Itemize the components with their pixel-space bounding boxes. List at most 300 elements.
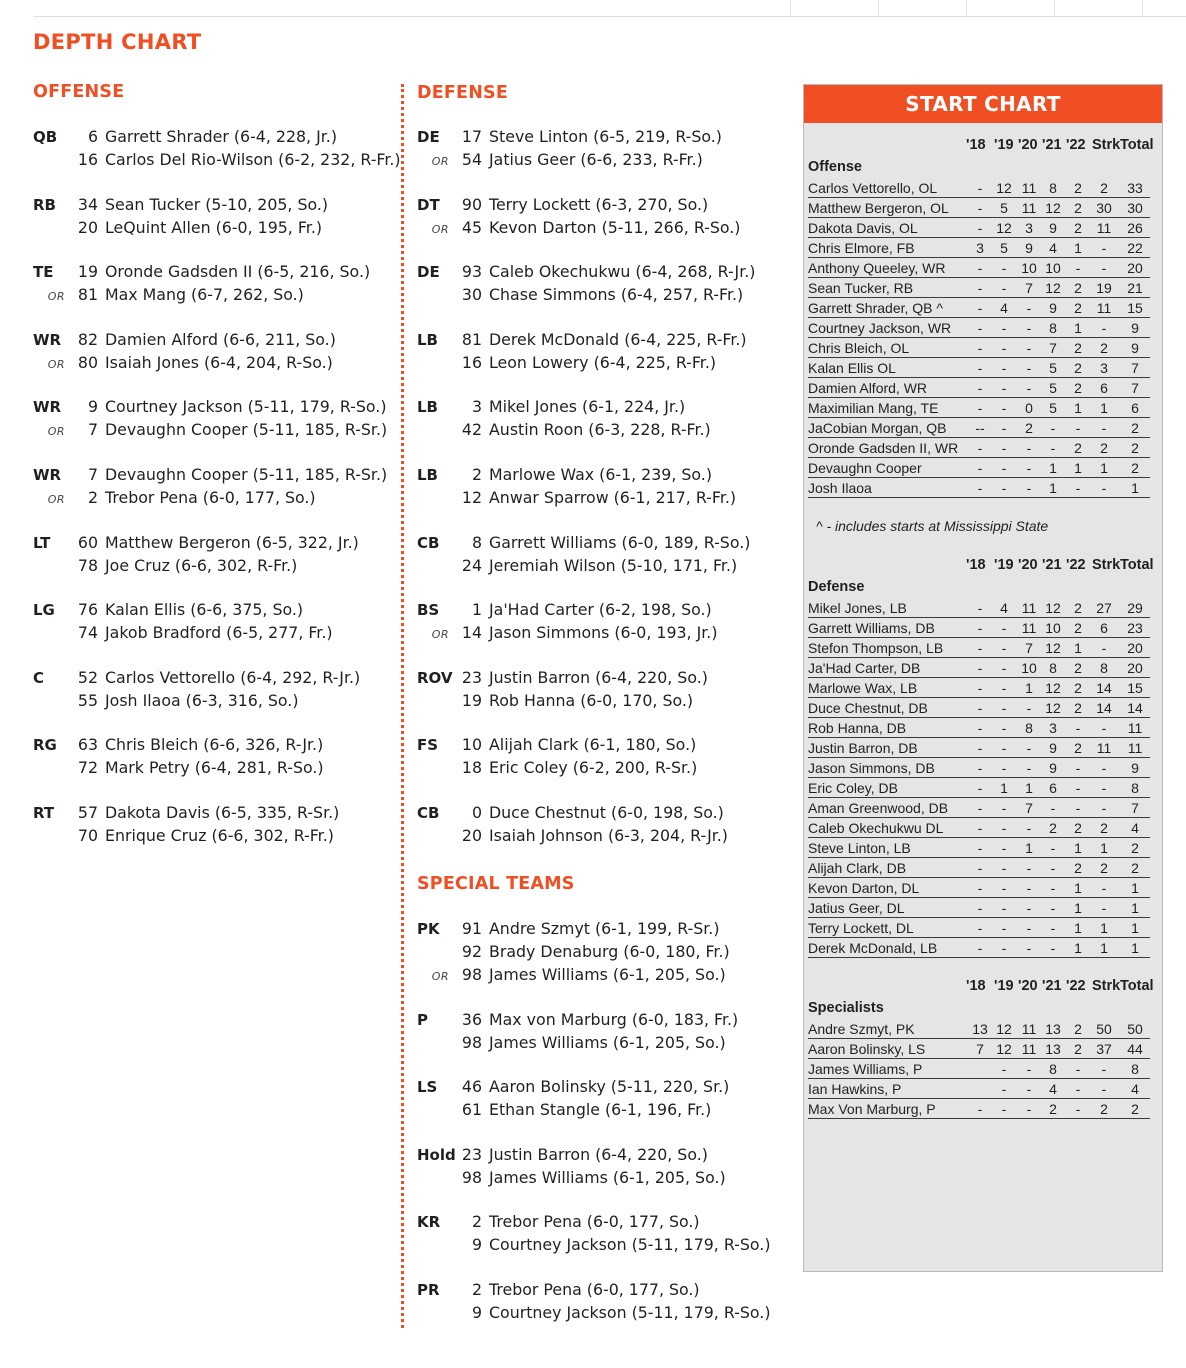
start-count: -	[977, 780, 983, 796]
start-count: 1	[1074, 920, 1082, 936]
start-count: 2	[1100, 180, 1108, 196]
start-count: -	[977, 840, 983, 856]
start-chart-row	[808, 278, 1150, 298]
start-count: 10	[1045, 620, 1061, 636]
position-label: WR	[33, 398, 62, 417]
start-count: 6	[1049, 780, 1057, 796]
start-count: 14	[1096, 700, 1112, 716]
start-count: 8	[1131, 780, 1139, 796]
start-count: -	[1101, 720, 1107, 736]
start-count: -	[977, 800, 983, 816]
jersey-number: 12	[461, 487, 482, 507]
start-chart-row	[808, 418, 1150, 438]
start-count: -	[1001, 840, 1007, 856]
player-name: Stefon Thompson, LB	[808, 640, 944, 656]
or-label: OR	[47, 290, 65, 304]
start-count: 7	[1049, 340, 1057, 356]
start-count: 26	[1127, 220, 1143, 236]
start-count: 33	[1127, 180, 1143, 196]
start-count: 3	[1025, 220, 1033, 236]
depth-row	[417, 919, 770, 942]
start-count: -	[1001, 1101, 1007, 1117]
start-count: 11	[1096, 300, 1112, 316]
start-count: -	[1001, 480, 1007, 496]
position-label: RB	[33, 195, 56, 214]
start-count: -	[1001, 640, 1007, 656]
start-count: 11	[1127, 740, 1143, 756]
start-chart-row	[808, 898, 1150, 918]
player-name: Ian Hawkins, P	[808, 1081, 902, 1097]
start-count: -	[1050, 420, 1056, 436]
start-chart-row	[808, 478, 1150, 498]
start-count: -	[1001, 1081, 1007, 1097]
start-count: 2	[1100, 860, 1108, 876]
depth-group	[417, 600, 755, 646]
depth-group	[33, 735, 401, 781]
player-name: Ja'Had Carter, DB	[808, 660, 921, 676]
column-header: Total	[1120, 137, 1154, 153]
jersey-number: 70	[77, 825, 98, 845]
start-count: -	[977, 480, 983, 496]
start-chart-offense	[808, 137, 1154, 498]
start-count: -	[977, 720, 983, 736]
start-count: 2	[1131, 440, 1139, 456]
depth-row	[417, 488, 755, 511]
start-count: -	[1001, 400, 1007, 416]
start-count: -	[1075, 800, 1081, 816]
start-count: 2	[1074, 820, 1082, 836]
start-count: 9	[1131, 320, 1139, 336]
start-count: 7	[1131, 380, 1139, 396]
depth-group	[417, 533, 755, 579]
jersey-number: 9	[471, 1235, 482, 1255]
depth-row	[417, 556, 755, 579]
depth-group	[33, 533, 401, 579]
start-count: -	[1001, 1061, 1007, 1077]
offense-heading: OFFENSE	[33, 82, 125, 102]
start-count: -	[1001, 720, 1007, 736]
player-name: Duce Chestnut, DB	[808, 700, 928, 716]
depth-row	[33, 150, 401, 173]
offense-list	[33, 127, 401, 871]
start-count: 1	[1074, 640, 1082, 656]
player-name: Justin Barron (6-4, 220, So.)	[489, 1144, 708, 1164]
depth-row	[33, 285, 401, 308]
start-count: -	[1026, 760, 1032, 776]
depth-row	[33, 758, 401, 781]
start-count: 12	[1045, 680, 1061, 696]
start-count: -	[977, 660, 983, 676]
jersey-number: 20	[461, 825, 482, 845]
start-count: 7	[1131, 800, 1139, 816]
start-count: 12	[996, 180, 1012, 196]
start-count: -	[1026, 380, 1032, 396]
start-chart-row	[808, 798, 1150, 818]
start-count: -	[977, 200, 983, 216]
start-count: 12	[996, 220, 1012, 236]
column-header: '19	[994, 557, 1014, 573]
start-count: 4	[1131, 1081, 1139, 1097]
depth-row	[33, 826, 401, 849]
jersey-number: 3	[471, 397, 482, 417]
position-label: C	[33, 668, 45, 687]
start-chart-panel	[803, 84, 1163, 1272]
player-name: Chris Bleich (6-6, 326, R-Jr.)	[105, 735, 324, 755]
start-count: 2	[1074, 180, 1082, 196]
player-name: Justin Barron (6-4, 220, So.)	[489, 667, 708, 687]
start-count: 9	[1131, 760, 1139, 776]
start-count: -	[1026, 740, 1032, 756]
jersey-number: 2	[471, 1279, 482, 1299]
depth-row	[33, 465, 401, 488]
start-count: 23	[1127, 620, 1143, 636]
start-count: 2	[1074, 740, 1082, 756]
player-name: Joe Cruz (6-6, 302, R-Fr.)	[105, 555, 298, 575]
column-header: '19	[994, 137, 1014, 153]
depth-row	[417, 465, 755, 488]
start-count: 5	[1049, 380, 1057, 396]
player-name: LeQuint Allen (6-0, 195, Fr.)	[105, 217, 323, 237]
column-header: '21	[1042, 557, 1062, 573]
start-count: 4	[1000, 600, 1008, 616]
start-count: -	[977, 320, 983, 336]
player-name: Sean Tucker (5-10, 205, So.)	[105, 194, 329, 214]
start-count: 4	[1049, 1081, 1057, 1097]
position-label: Hold	[417, 1145, 456, 1164]
start-chart-category: Offense	[808, 159, 862, 175]
depth-row	[417, 353, 755, 376]
start-chart-row	[808, 718, 1150, 738]
start-count: -	[1026, 340, 1032, 356]
start-count: -	[1101, 420, 1107, 436]
start-count: -	[1001, 760, 1007, 776]
start-count: 8	[1100, 660, 1108, 676]
start-count: 7	[1025, 640, 1033, 656]
depth-row	[33, 623, 401, 646]
start-chart-row	[808, 618, 1150, 638]
start-count: 1	[1025, 680, 1033, 696]
column-header: Strk	[1092, 978, 1121, 994]
depth-row	[33, 803, 401, 826]
start-count: 2	[1100, 440, 1108, 456]
start-count: -	[1001, 260, 1007, 276]
start-chart-column-headers	[808, 137, 1154, 157]
player-name: James Williams (6-1, 205, So.)	[489, 1167, 726, 1187]
start-chart-row	[808, 638, 1150, 658]
position-label: WR	[33, 330, 62, 349]
depth-row	[417, 1145, 770, 1168]
start-count: -	[1001, 460, 1007, 476]
start-count: -	[1101, 760, 1107, 776]
player-name: Duce Chestnut (6-0, 198, So.)	[489, 802, 724, 822]
player-name: Derek McDonald, LB	[808, 940, 938, 956]
start-count: 7	[1131, 360, 1139, 376]
start-count: 2	[1100, 1101, 1108, 1117]
position-label: RT	[33, 803, 55, 822]
start-count: 2	[1131, 1101, 1139, 1117]
jersey-number: 2	[87, 487, 98, 507]
start-count: -	[1101, 780, 1107, 796]
start-count: 1	[1131, 940, 1139, 956]
depth-row	[417, 1235, 770, 1258]
start-count: -	[1075, 720, 1081, 736]
start-count: -	[1001, 900, 1007, 916]
start-chart-row	[808, 938, 1150, 958]
depth-group	[33, 262, 401, 308]
start-count: 11	[1021, 200, 1037, 216]
start-count: 2	[1131, 420, 1139, 436]
start-count: -	[977, 460, 983, 476]
start-chart-category: Specialists	[808, 1000, 884, 1016]
start-count: 3	[1100, 360, 1108, 376]
depth-row	[417, 942, 770, 965]
jersey-number: 23	[461, 1144, 482, 1164]
depth-row	[417, 330, 755, 353]
start-count: 50	[1127, 1021, 1143, 1037]
start-chart-row	[808, 458, 1150, 478]
start-count: -	[1101, 480, 1107, 496]
start-count: -	[977, 920, 983, 936]
start-count: 2	[1074, 360, 1082, 376]
start-count: 2	[1074, 300, 1082, 316]
start-count: 7	[1025, 280, 1033, 296]
start-count: 2	[1074, 700, 1082, 716]
player-name: Terry Lockett, DL	[808, 920, 914, 936]
start-chart-row	[808, 1019, 1150, 1039]
position-label: RG	[33, 736, 57, 755]
jersey-number: 98	[461, 1032, 482, 1052]
depth-group	[417, 397, 755, 443]
player-name: Mikel Jones (6-1, 224, Jr.)	[489, 397, 686, 417]
defense-list	[417, 127, 755, 871]
start-count: -	[1026, 900, 1032, 916]
position-label: CB	[417, 533, 440, 552]
jersey-number: 74	[77, 623, 98, 643]
depth-row	[33, 668, 401, 691]
jersey-number: 57	[77, 802, 98, 822]
start-count: -	[1101, 640, 1107, 656]
depth-row	[33, 218, 401, 241]
jersey-number: 19	[77, 262, 98, 282]
start-chart-row	[808, 598, 1150, 618]
start-count: 37	[1096, 1041, 1112, 1057]
jersey-number: 6	[87, 127, 98, 146]
start-count: 1	[1025, 780, 1033, 796]
start-count: -	[1101, 240, 1107, 256]
player-name: Derek McDonald (6-4, 225, R-Fr.)	[489, 329, 747, 349]
depth-row	[33, 533, 401, 556]
depth-row	[417, 397, 755, 420]
player-name: JaCobian Morgan, QB	[808, 420, 947, 436]
jersey-number: 92	[461, 942, 482, 961]
player-name: Aman Greenwood, DB	[808, 800, 949, 816]
player-name: Maximilian Mang, TE	[808, 400, 939, 416]
start-chart-row	[808, 1079, 1150, 1099]
depth-row	[417, 1168, 770, 1191]
depth-row	[33, 735, 401, 758]
depth-row	[417, 758, 755, 781]
player-name: Mikel Jones, LB	[808, 600, 907, 616]
start-count: 44	[1127, 1041, 1143, 1057]
start-count: 2	[1074, 860, 1082, 876]
player-name: Terry Lockett (6-3, 270, So.)	[489, 194, 709, 214]
start-count: -	[977, 180, 983, 196]
start-count: -	[1101, 260, 1107, 276]
start-count: 12	[1045, 200, 1061, 216]
column-header: '20	[1018, 137, 1038, 153]
start-count: 1	[1100, 920, 1108, 936]
depth-row	[33, 556, 401, 579]
player-name: Jason Simmons (6-0, 193, Jr.)	[489, 623, 718, 643]
player-name: Oronde Gadsden II, WR	[808, 440, 959, 456]
start-chart-row	[808, 818, 1150, 838]
column-header: '21	[1042, 978, 1062, 994]
start-count: 13	[972, 1021, 988, 1037]
depth-row	[417, 420, 755, 443]
start-count: 1	[1131, 900, 1139, 916]
player-name: Anthony Queeley, WR	[808, 260, 946, 276]
jersey-number: 72	[77, 758, 98, 778]
depth-row	[33, 195, 401, 218]
position-label: FS	[417, 736, 439, 755]
start-chart-row	[808, 338, 1150, 358]
start-count: -	[1026, 1101, 1032, 1117]
start-count: -	[977, 620, 983, 636]
start-count: -	[1101, 800, 1107, 816]
column-header: '19	[994, 978, 1014, 994]
start-count: 5	[1049, 400, 1057, 416]
jersey-number: 93	[461, 262, 482, 282]
start-count: 10	[1021, 660, 1037, 676]
jersey-number: 80	[77, 352, 98, 372]
player-name: Marlowe Wax, LB	[808, 680, 918, 696]
jersey-number: 98	[461, 965, 482, 984]
jersey-number: 78	[77, 555, 98, 575]
start-chart-column-headers	[808, 557, 1154, 577]
start-count: 1	[1131, 920, 1139, 936]
depth-group	[33, 803, 401, 849]
depth-row	[417, 262, 755, 285]
start-count: -	[1101, 880, 1107, 896]
start-count: 15	[1127, 300, 1143, 316]
start-count: -	[1026, 300, 1032, 316]
start-count: 1	[1074, 460, 1082, 476]
depth-group	[33, 397, 401, 443]
start-count: -	[1001, 380, 1007, 396]
start-count: -	[1001, 660, 1007, 676]
start-count: 22	[1127, 240, 1143, 256]
column-header: Strk	[1092, 557, 1121, 573]
start-count: -	[1050, 900, 1056, 916]
start-chart-row	[808, 858, 1150, 878]
start-count: 1	[1100, 460, 1108, 476]
jersey-number: 55	[77, 690, 98, 710]
start-count: -	[1026, 320, 1032, 336]
start-count: -	[977, 860, 983, 876]
start-count: -	[1001, 340, 1007, 356]
depth-row	[33, 397, 401, 420]
player-name: Jeremiah Wilson (5-10, 171, Fr.)	[489, 555, 738, 575]
depth-group	[417, 127, 755, 173]
start-count: 11	[1096, 740, 1112, 756]
or-label: OR	[47, 425, 65, 439]
depth-group	[33, 465, 401, 511]
depth-row	[417, 1303, 770, 1326]
start-count: -	[1075, 1101, 1081, 1117]
depth-group	[33, 330, 401, 376]
player-name: Courtney Jackson (5-11, 179, R-So.)	[489, 1235, 771, 1255]
player-name: Kalan Ellis OL	[808, 360, 896, 376]
column-header: Total	[1120, 557, 1154, 573]
start-count: -	[977, 260, 983, 276]
start-chart-row	[808, 258, 1150, 278]
jersey-number: 16	[77, 150, 98, 169]
player-name: Carlos Vettorello, OL	[808, 180, 938, 196]
player-name: Chris Elmore, FB	[808, 240, 915, 256]
start-count: 7	[1025, 800, 1033, 816]
player-name: Max Von Marburg, P	[808, 1101, 936, 1117]
start-count: 12	[1045, 640, 1061, 656]
jersey-number: 14	[461, 623, 482, 643]
start-chart-row	[808, 218, 1150, 238]
start-count: -	[1075, 760, 1081, 776]
start-count: 2	[1131, 460, 1139, 476]
depth-group	[417, 1077, 770, 1123]
start-chart-specialists	[808, 978, 1154, 1119]
start-count: -	[977, 440, 983, 456]
start-chart-row	[808, 358, 1150, 378]
player-name: Damien Alford, WR	[808, 380, 928, 396]
start-count: 4	[1000, 300, 1008, 316]
start-count: -	[1001, 860, 1007, 876]
player-name: Andre Szmyt, PK	[808, 1021, 915, 1037]
start-count: 7	[976, 1041, 984, 1057]
start-count: -	[1026, 1081, 1032, 1097]
start-count: 2	[1100, 340, 1108, 356]
column-header: '22	[1066, 137, 1086, 153]
start-count: 8	[1049, 180, 1057, 196]
depth-group	[33, 600, 401, 646]
depth-group	[417, 919, 770, 988]
jersey-number: 98	[461, 1167, 482, 1187]
depth-row	[417, 195, 755, 218]
player-name: Rob Hanna, DB	[808, 720, 907, 736]
position-label: WR	[33, 465, 62, 484]
start-chart-row	[808, 438, 1150, 458]
jersey-number: 81	[461, 329, 482, 349]
player-name: Trebor Pena (6-0, 177, So.)	[489, 1212, 700, 1232]
depth-row	[417, 150, 755, 173]
start-count: 27	[1096, 600, 1112, 616]
jersey-number: 17	[461, 127, 482, 146]
start-chart-row	[808, 238, 1150, 258]
start-count: 9	[1049, 300, 1057, 316]
start-count: -	[977, 880, 983, 896]
or-label: OR	[431, 970, 449, 983]
start-count: -	[1101, 320, 1107, 336]
start-count: 30	[1127, 200, 1143, 216]
start-chart-defense	[808, 557, 1154, 958]
player-name: Aaron Bolinsky, LS	[808, 1041, 926, 1057]
start-count: 4	[1049, 240, 1057, 256]
start-count: 5	[1000, 200, 1008, 216]
start-count: -	[1026, 360, 1032, 376]
start-chart-row	[808, 738, 1150, 758]
player-name: Carlos Vettorello (6-4, 292, R-Jr.)	[105, 667, 361, 687]
depth-row	[33, 127, 401, 150]
start-count: 1	[1049, 480, 1057, 496]
start-count: -	[977, 640, 983, 656]
